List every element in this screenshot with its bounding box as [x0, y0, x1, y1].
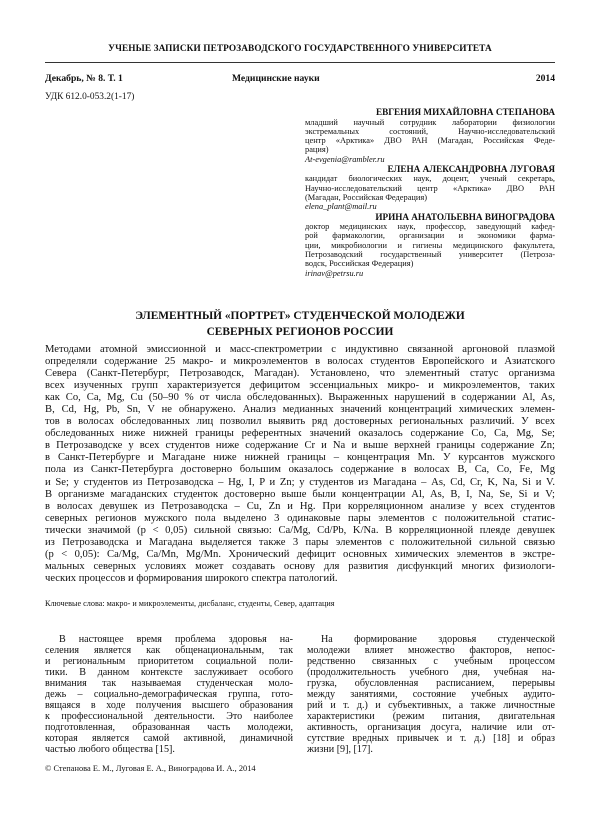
- text-line: в Петрозаводске у всех студентов ниже содержание Cr и Na и выше верхней границы содержание Zn;: [45, 440, 555, 452]
- text-line: активность, организация досуга, наличие или от-: [307, 722, 555, 733]
- text-line: к профессиональной деятельности. Это наиболее: [45, 711, 293, 722]
- udk-code: УДК 612.0-053.2(1-17): [45, 92, 135, 102]
- text-line: B, Cd, Hg, Pb, Sn, V не обнаружено. Анализ медианных значений концентраций химических элемен-: [45, 404, 555, 416]
- article-title-line: ЭЛЕМЕНТНЫЙ «ПОРТРЕТ» СТУДЕНЧЕСКОЙ МОЛОДЕЖИ: [135, 310, 465, 322]
- text-line: Севера (Санкт-Петербург, Петрозаводск, Магадан). Установлено, что элементный статус организма: [45, 368, 555, 380]
- text-line: частью любого общества [15].: [45, 744, 175, 755]
- text-line: (продолжительность учебного дня, учебная на-: [307, 667, 555, 678]
- author-email[interactable]: irinav@petrsu.ru: [305, 268, 364, 278]
- keywords: Ключевые слова: макро- и микроэлементы, дисбаланс, студенты, Север, адаптация: [45, 599, 335, 608]
- text-line: тически значимой (p < 0,05) сильной связью: Ca/Mg, Cd/Pb, K/Na. В корреляционной плеяде девушек: [45, 524, 555, 536]
- text-line: мальных северных условиях может создавать основу для развития дисфункций многих физиологи-: [45, 560, 555, 572]
- header-divider: [45, 62, 555, 63]
- article-title: [0, 308, 600, 340]
- text-line: водск, Российская Федерация): [305, 259, 414, 269]
- author-name: ЕВГЕНИЯ МИХАЙЛОВНА СТЕПАНОВА: [375, 107, 555, 117]
- journal-title: УЧЕНЫЕ ЗАПИСКИ ПЕТРОЗАВОДСКОГО ГОСУДАРСТВЕННОГО УНИВЕРСИТЕТА: [108, 44, 492, 54]
- text-line: доктор медицинских наук, профессор, заведующий кафед-: [305, 222, 555, 232]
- text-line: всех изученных групп характеризуется дефицитом эссенциальных микро- и микроэлементов, таких: [45, 380, 555, 392]
- text-line: сутствие вредных привычек и т. д.) [18] и образ: [307, 733, 555, 744]
- text-line: ческих процессов и формирования широкого спектра патологий.: [45, 572, 338, 584]
- copyright: © Степанова Е. М., Луговая Е. А., Виноградова И. А., 2014: [45, 764, 256, 773]
- text-line: Петрозаводский государственный университет (Петроза-: [305, 250, 555, 260]
- text-line: характеристики (режим питания, двигательная: [307, 711, 555, 722]
- text-line: селения является как общенациональным, так: [45, 645, 293, 656]
- author-name: ЕЛЕНА АЛЕКСАНДРОВНА ЛУГОВАЯ: [387, 163, 555, 174]
- text-line: северных регионов мужского пола выделено 3 одинаковые пары элементов с положительной статис-: [45, 512, 555, 524]
- authors-block: [305, 107, 555, 278]
- section-name: Медицинские науки: [232, 73, 320, 84]
- author-bio: [305, 118, 555, 155]
- text-line: подготовленная, образованная часть молодежи,: [45, 722, 293, 733]
- text-line: В настоящее время проблема здоровья на-: [59, 634, 293, 645]
- text-line: и региональным приоритетом социальной поли-: [45, 656, 293, 667]
- text-line: между занятиями, состояние учебных аудито-: [307, 689, 555, 700]
- text-line: тики. В данном контексте заслуживает особого: [45, 667, 293, 678]
- text-line: определяли содержание 25 макро- и микроэлементов в волосах студентов Европейского и Азиатского: [45, 356, 555, 368]
- text-line: дежь – социально-демографическая группа, гото-: [45, 689, 293, 700]
- text-line: центр «Арктика» ДВО РАН (Магадан, Российская Феде-: [305, 136, 555, 146]
- text-line: пола из Санкт-Петербурга достоверно большим оказалось содержание в волосах B, Ca, Co, Fe, Mg: [45, 464, 555, 476]
- text-line: ции, микробиологии и гигиены медицинского факультета,: [305, 240, 555, 250]
- text-line: которая является самой активной, динамичной: [45, 733, 293, 744]
- body-column-left: [45, 634, 293, 755]
- text-line: и Se; у студентов из Петрозаводска – Hg, I, P и Zn; у студентов из Магадана – As, Cd, Cr, K, Na, Si и V.: [45, 476, 555, 488]
- text-line: В организме магаданских студенток достоверно выше были концентрации Al, As, B, I, Na, Se, Si и V;: [45, 488, 555, 500]
- text-line: грузка, обусловленная расписанием, перерывы: [307, 678, 555, 689]
- article-title-line: СЕВЕРНЫХ РЕГИОНОВ РОССИИ: [206, 326, 394, 338]
- text-line: На формирование здоровья студенческой: [321, 634, 555, 645]
- text-line: как Co, Ca, Mg, Cu (50–90 % от числа обследованных). Выраженных нарушений в содержании Al, As,: [45, 392, 555, 404]
- text-line: (p < 0,05): Ca/Mg, Ca/Mn, Mg/Mn. Хронический дефицит основных химических элементов в экстре-: [45, 548, 555, 560]
- text-line: в Санкт-Петербурге и Магадане ниже нижней границы – концентрация Mn. У курсантов мужского: [45, 452, 555, 464]
- text-line: рий и т. д.) и субъективных, а также личностные: [307, 700, 555, 711]
- author: [305, 164, 555, 212]
- author-name: ИРИНА АНАТОЛЬЕВНА ВИНОГРАДОВА: [375, 211, 555, 222]
- text-line: вящаяся в ходе получения высшего образования: [45, 700, 293, 711]
- body-column-right: [307, 634, 555, 755]
- text-line: Научно-исследовательский центр «Арктика» ДВО РАН: [305, 183, 555, 193]
- text-line: жизни [9], [17].: [307, 744, 373, 755]
- text-line: обследованных ниже нижней границы референтных значений оказалось содержание Co, Ca, Mg, Se;: [45, 428, 555, 440]
- text-line: рация): [305, 145, 329, 155]
- author-bio: [305, 222, 555, 268]
- text-line: редственно связанных с учебным процессом: [307, 656, 555, 667]
- text-line: из Петрозаводска и Магадана выделяется также 3 пары элементов с положительной сильной связью: [45, 536, 555, 548]
- text-line: Методами атомной эмиссионной и масс-спектрометрии с индуктивно связанной аргоновой плазмой: [45, 344, 555, 355]
- text-line: экстремальных состояний, Научно-исследовательский: [305, 126, 555, 136]
- text-line: кандидат биологических наук, доцент, ученый секретарь,: [305, 174, 555, 184]
- text-line: в волосах девушек из Петрозаводска – Cu, Zn и Hg. При корреляционном анализе у всех студентов: [45, 500, 555, 512]
- text-line: рой фармакологии, организации и экономики фарма-: [305, 231, 555, 241]
- author: [305, 107, 555, 164]
- author-email[interactable]: At-evgenia@rambler.ru: [305, 154, 385, 164]
- abstract: [45, 344, 555, 585]
- issue-info: Декабрь, № 8. Т. 1: [45, 73, 123, 84]
- text-line: внимания так называемая студенческая моло-: [45, 678, 293, 689]
- text-line: молодежи влияет множество факторов, непос-: [307, 645, 555, 656]
- author: [305, 212, 555, 278]
- year: 2014: [535, 73, 555, 84]
- text-line: тов в волосах обследованных лиц позволил выявить ряд достоверных региональных различий. У всех: [45, 416, 555, 428]
- text-line: младший научный сотрудник лаборатории физиологии: [305, 117, 555, 127]
- author-bio: [305, 174, 555, 202]
- author-email[interactable]: elena_plant@mail.ru: [305, 202, 377, 212]
- text-line: (Магадан, Российская Федерация): [305, 193, 428, 203]
